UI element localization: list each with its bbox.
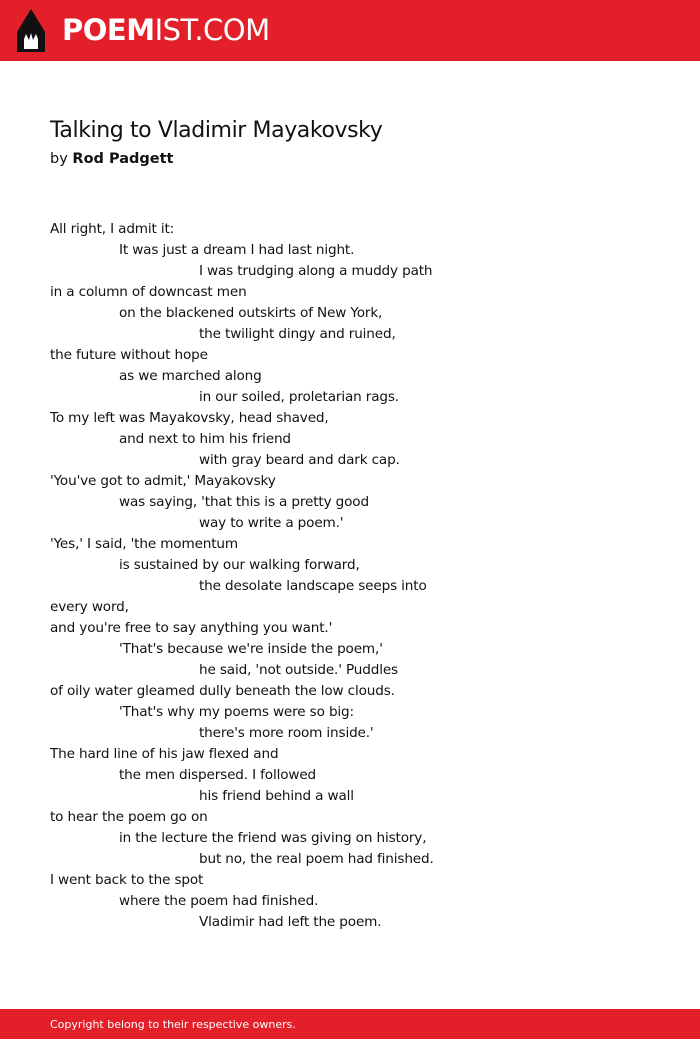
poem-line: to hear the poem go on xyxy=(50,809,208,825)
poem-line: 'You've got to admit,' Mayakovsky xyxy=(50,473,276,489)
byline xyxy=(50,149,173,169)
poem-line: 'Yes,' I said, 'the momentum xyxy=(50,536,238,552)
poem-line: way to write a poem.' xyxy=(199,515,344,531)
poem-line: 'That's because we're inside the poem,' xyxy=(119,641,383,657)
poem-line: 'That's why my poems were so big: xyxy=(119,704,354,720)
poem-line: the men dispersed. I followed xyxy=(119,767,317,783)
poem-line: where the poem had finished. xyxy=(119,893,319,909)
poem-line: the twilight dingy and ruined, xyxy=(199,326,396,342)
poem-line: and next to him his friend xyxy=(119,431,291,447)
poem-line: To my left was Mayakovsky, head shaved, xyxy=(50,410,329,426)
poem-line: The hard line of his jaw flexed and xyxy=(50,746,279,762)
poem-line: on the blackened outskirts of New York, xyxy=(119,305,383,321)
poem-line: but no, the real poem had finished. xyxy=(199,851,434,867)
poem-line: All right, I admit it: xyxy=(50,221,175,237)
site-header xyxy=(0,0,700,61)
logo-bold-text: POEM xyxy=(62,13,155,47)
poem-line: there's more room inside.' xyxy=(199,725,374,741)
poem-line: every word, xyxy=(50,599,129,615)
logo-light-text: IST.COM xyxy=(154,13,270,47)
poem-line: was saying, 'that this is a pretty good xyxy=(119,494,369,510)
poem-line: the desolate landscape seeps into xyxy=(199,578,427,594)
poem-line: It was just a dream I had last night. xyxy=(119,242,355,258)
site-footer xyxy=(0,1009,700,1039)
poem-line: with gray beard and dark cap. xyxy=(199,452,400,468)
poem-title: Talking to Vladimir Mayakovsky xyxy=(50,118,383,143)
poem-line: in the lecture the friend was giving on history, xyxy=(119,830,427,846)
site-logo[interactable] xyxy=(62,12,270,48)
poem-line: in our soiled, proletarian rags. xyxy=(199,389,399,405)
poem-line: of oily water gleamed dully beneath the low clouds. xyxy=(50,683,395,699)
poem-body xyxy=(50,219,610,933)
poem-line: in a column of downcast men xyxy=(50,284,247,300)
pencil-icon xyxy=(17,9,45,52)
poem-line: Vladimir had left the poem. xyxy=(199,914,382,930)
poem-line: and you're free to say anything you want.' xyxy=(50,620,333,636)
poem-line: I went back to the spot xyxy=(50,872,204,888)
poem-line: his friend behind a wall xyxy=(199,788,354,804)
poem-line: the future without hope xyxy=(50,347,208,363)
poem-line: he said, 'not outside.' Puddles xyxy=(199,662,398,678)
author-name: Rod Padgett xyxy=(72,151,174,167)
poem-line: is sustained by our walking forward, xyxy=(119,557,360,573)
poem-line: I was trudging along a muddy path xyxy=(199,263,433,279)
poem-line: as we marched along xyxy=(119,368,262,384)
by-label: by xyxy=(50,151,68,167)
copyright-text: Copyright belong to their respective owners. xyxy=(50,1018,296,1031)
